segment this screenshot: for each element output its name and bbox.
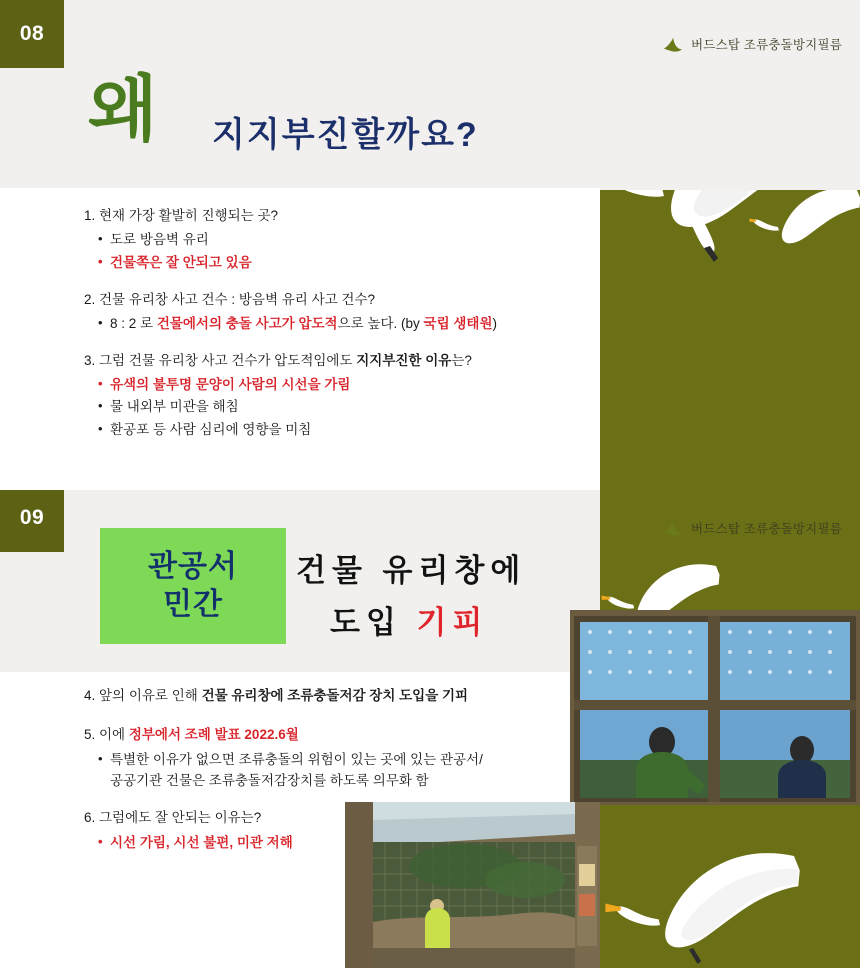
q4-pre: 4. 앞의 이유로 인해: [84, 688, 202, 703]
question-5: [84, 725, 604, 746]
bullet2-strong2: 국립 생태원: [423, 315, 493, 331]
photo-sky-area: [600, 0, 860, 190]
brand-label: 버드스탑 조류충돌방지필름: [691, 522, 842, 536]
brand-slide-09: [662, 518, 842, 538]
list-item: • 환공포 등 사람 심리에 영향을 미침: [98, 420, 584, 441]
list-item: • 유색의 불투명 문양이 사람의 시선을 가림: [98, 375, 584, 396]
list-item: [98, 750, 604, 792]
list-item: [98, 314, 584, 335]
flying-bird-icon: [662, 518, 684, 538]
bullet2-pre: 8 : 2 로: [110, 315, 157, 331]
flying-bird-icon: [662, 34, 684, 54]
tag-line-2: 민간: [163, 588, 223, 621]
title-line-2-plain: 도입: [330, 605, 417, 640]
list-item: • 물 내외부 미관을 해침: [98, 397, 584, 418]
slide-09-tag-box: [100, 528, 286, 644]
slide-08-title-rest: 지지부진할까요?: [212, 116, 479, 154]
slide-09-title-line-2: [330, 597, 488, 642]
question-6: 6. 그럼에도 잘 안되는 이유는?: [84, 809, 262, 825]
bullet-list-6: [84, 833, 604, 854]
tag-line-1: 관공서: [148, 550, 238, 583]
bullet2-strong: 건물에서의 충돌 사고가 압도적: [156, 315, 338, 331]
list-item: • 도로 방음벽 유리: [98, 230, 584, 251]
bullet-text-line-2: 공공기관 건물은 조류충돌저감장치를 하도록 의무화 함: [110, 772, 429, 788]
title-line-2-accent: 기피: [416, 605, 489, 640]
bullet2-post2: ): [492, 315, 497, 331]
list-item: • 건물쪽은 잘 안되고 있음: [98, 253, 584, 274]
question-3: [84, 351, 584, 372]
q5-strong: 정부에서 조례 발표 2022.6월: [128, 726, 299, 742]
q3-strong: 지지부진한 이유: [356, 352, 452, 368]
slide-divider: [0, 484, 600, 490]
bullet-list-5: [84, 750, 604, 792]
brand-label: 버드스탑 조류충돌방지필름: [691, 38, 842, 52]
question-1: 1. 현재 가장 활발히 진행되는 곳?: [84, 208, 279, 223]
q3-post: 는?: [451, 352, 472, 368]
slide-09-photo-window: [570, 610, 860, 805]
slide-08-photo-egret: [600, 0, 860, 484]
bullet-text-line-1: 특별한 이유가 없으면 조류충돌의 위험이 있는 곳에 있는 관공서/: [110, 751, 483, 767]
q5-pre: 5. 이에: [84, 726, 129, 742]
q3-pre: 3. 그럼 건물 유리창 사고 건수가 압도적임에도: [84, 352, 357, 368]
window-photo-illustration: [570, 610, 860, 805]
question-2: 2. 건물 유리창 사고 건수 : 방음벽 유리 사고 건수?: [84, 291, 376, 307]
q4-strong: 건물 유리창에 조류충돌저감 장치 도입을 기피: [201, 688, 469, 703]
bullet-list-1: [84, 230, 584, 274]
question-4: [84, 686, 604, 707]
slide-09-body: [84, 686, 604, 870]
bullet-list-3: [84, 375, 584, 442]
brand-slide-08: [662, 34, 842, 54]
list-item: • 시선 가림, 시선 불편, 미관 저해: [98, 833, 604, 854]
bullet-list-2: [84, 314, 584, 335]
slide-09-title-line-1: 건물 유리창에: [296, 553, 527, 588]
slide-09-number-badge: 09: [0, 484, 64, 552]
slide-08-body: [84, 206, 584, 457]
slide-08-number-badge: 08: [0, 0, 64, 68]
slide-08-title-highlight: 왜: [88, 70, 156, 150]
bullet2-post: 으로 높다. (by: [337, 315, 424, 331]
